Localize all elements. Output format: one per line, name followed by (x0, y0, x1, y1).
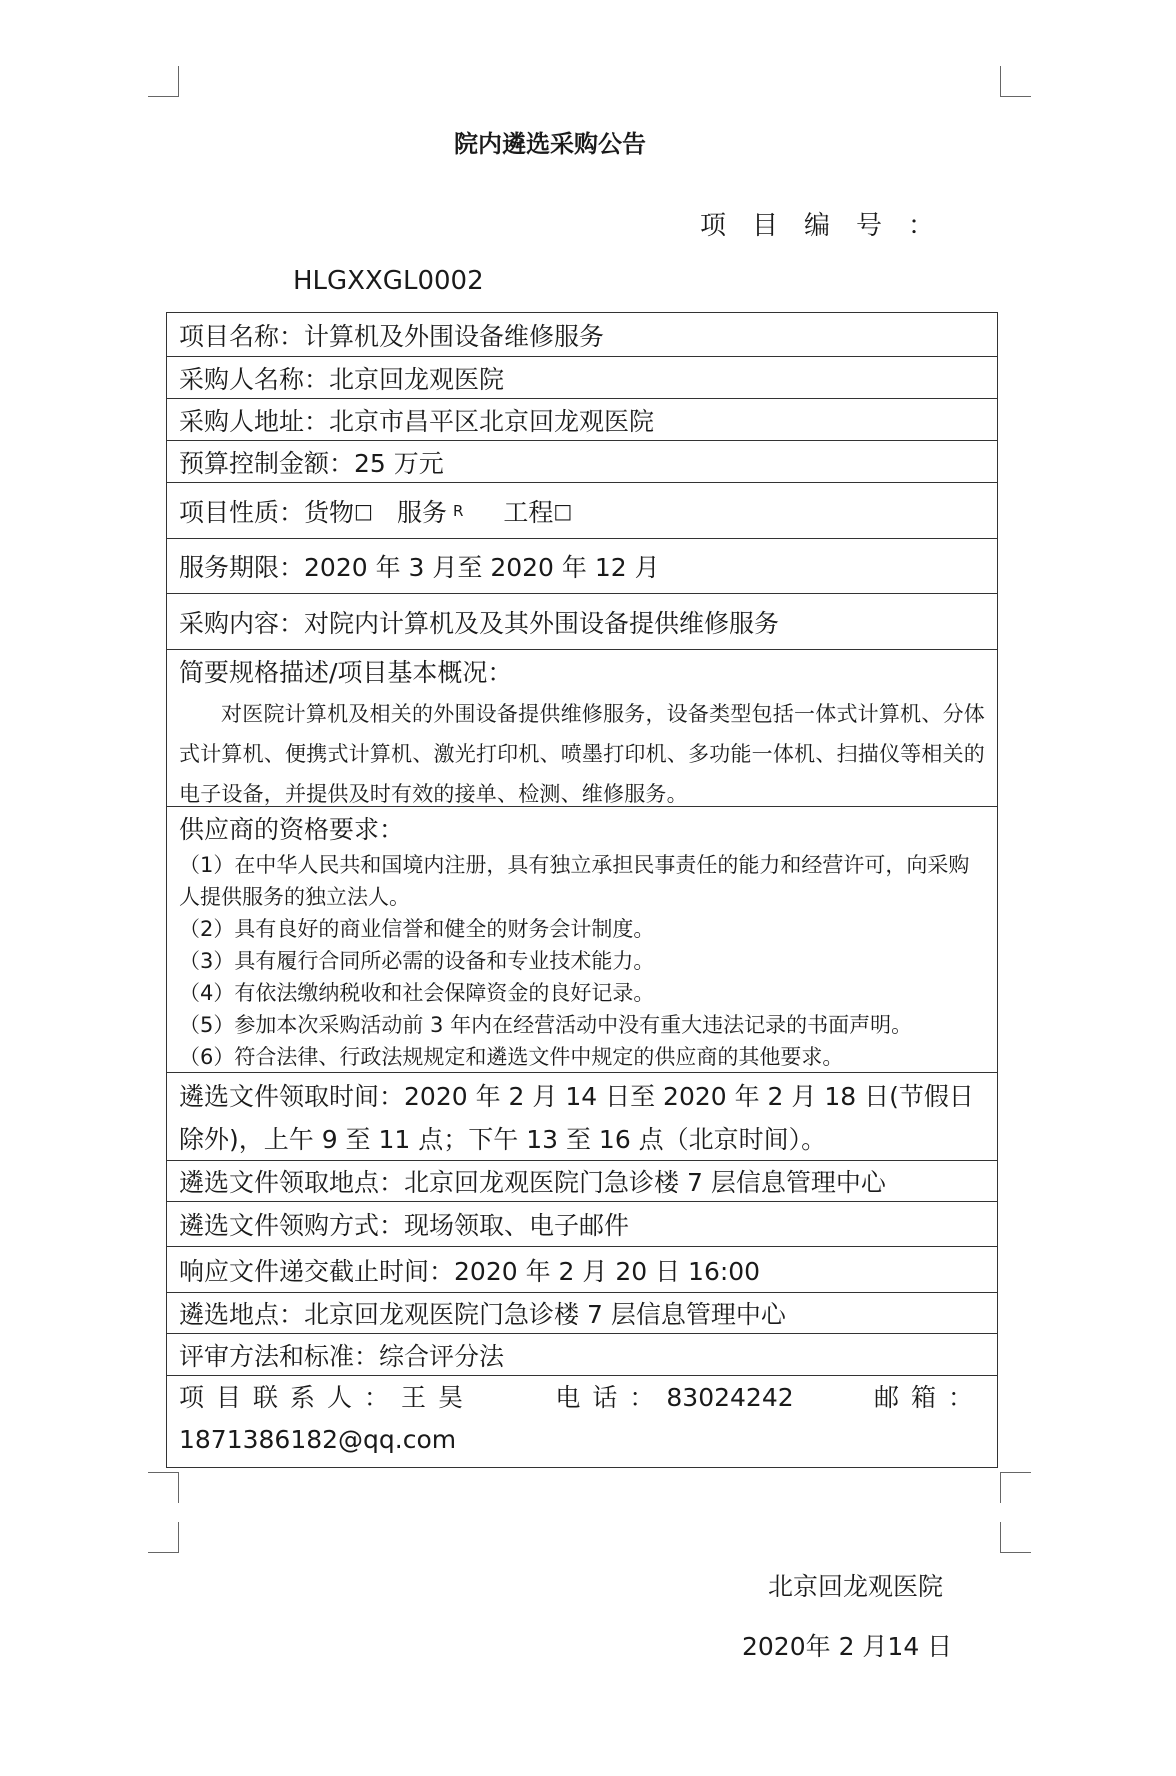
value: 现场领取、电子邮件 (404, 1211, 630, 1240)
label: 遴选文件领取时间： (179, 1082, 405, 1111)
spec-label: 简要规格描述/项目基本概况： (179, 658, 513, 687)
email-address: 1871386182@qq.com (179, 1425, 457, 1454)
value: 北京回龙观医院门急诊楼 7 层信息管理中心 (404, 1168, 886, 1197)
announcement-table (166, 312, 998, 1468)
contact-name: 王昊 (401, 1383, 476, 1412)
value: 北京回龙观医院门急诊楼 7 层信息管理中心 (304, 1300, 786, 1329)
row-spec (167, 650, 997, 807)
row-doc-method (167, 1202, 997, 1247)
sign-date: 2020年 2 月14 日 (742, 1632, 953, 1661)
project-number: HLGXXGL0002 (293, 266, 484, 296)
nature-service: 服务 (396, 497, 447, 527)
contact-label: 项目联系人： (179, 1383, 402, 1412)
value: 2020 年 2 月 20 日 16:00 (454, 1256, 761, 1286)
goods-checkbox: □ (354, 498, 373, 523)
crop-mark-bottom-right-lower (1000, 1522, 1031, 1553)
value: 2020 年 3 月至 2020 年 12 月 (304, 553, 660, 582)
contact-phone (555, 1378, 793, 1418)
label: 响应文件递交截止时间： (179, 1256, 455, 1286)
service-check-mark: R (452, 501, 464, 520)
project-number-label: 项目编号： (700, 211, 961, 241)
label: 遴选地点： (179, 1300, 305, 1329)
page-title: 院内遴选采购公告 (454, 130, 646, 158)
label: 遴选文件领取地点： (179, 1168, 405, 1197)
label: 遴选文件领购方式： (179, 1211, 405, 1240)
value: 北京回龙观医院 (329, 364, 505, 394)
nature-goods: 货物 (304, 497, 355, 527)
qualification-label: 供应商的资格要求： (179, 815, 405, 844)
works-checkbox: □ (553, 498, 573, 523)
qualification-item: （5）参加本次采购活动前 3 年内在经营活动中没有重大违法记录的书面声明。 (179, 1013, 913, 1037)
email-label: 邮箱： (873, 1383, 985, 1412)
label: 采购人名称： (179, 364, 330, 394)
qualification-item: （4）有依法缴纳税收和社会保障资金的良好记录。 (179, 981, 655, 1005)
qualification-item: （3）具有履行合同所必需的设备和专业技术能力。 (179, 949, 655, 973)
label: 采购内容： (179, 608, 305, 638)
contact-line (179, 1376, 985, 1418)
crop-mark-bottom-right-upper (1000, 1472, 1031, 1503)
value: 综合评分法 (379, 1341, 505, 1371)
nature-works: 工程 (503, 497, 554, 527)
spec-text: 对医院计算机及相关的外围设备提供维修服务，设备类型包括一体式计算机、分体式计算机、便携式计算机、激光打印机、喷墨打印机、多功能一体机、扫描仪等相关的电子设备，并提供及时有效的接单、检测、维修服务。 (179, 702, 985, 806)
row-content (167, 594, 997, 650)
contact-person (179, 1378, 475, 1418)
row-doc-time (167, 1073, 997, 1161)
row-service-period (167, 539, 997, 594)
qualification-item: （1）在中华人民共和国境内注册，具有独立承担民事责任的能力和经营许可，向采购人提供服务的独立法人。 (179, 853, 970, 909)
crop-mark-top-right (1000, 66, 1031, 97)
row-venue (167, 1293, 997, 1334)
crop-mark-top-left (148, 66, 179, 97)
row-budget (167, 441, 997, 483)
label: 采购人地址： (179, 406, 330, 436)
phone-number: 83024242 (666, 1383, 794, 1412)
signer: 北京回龙观医院 (768, 1572, 944, 1601)
row-doc-place (167, 1161, 997, 1202)
value: 计算机及外围设备维修服务 (304, 321, 605, 351)
value: 对院内计算机及及其外围设备提供维修服务 (304, 608, 780, 638)
row-project-name (167, 313, 997, 357)
crop-mark-bottom-left-lower (148, 1522, 179, 1553)
value: 25 万元 (354, 448, 444, 478)
label: 评审方法和标准： (179, 1341, 380, 1371)
label: 项目名称： (179, 321, 305, 351)
qualification-item: （6）符合法律、行政法规规定和遴选文件中规定的供应商的其他要求。 (179, 1045, 844, 1069)
doc-time-text (179, 1073, 985, 1161)
value: 北京市昌平区北京回龙观医院 (329, 406, 655, 436)
phone-label: 电话： (555, 1383, 667, 1412)
row-qualification (167, 807, 997, 1073)
label: 项目性质： (179, 497, 305, 527)
label: 预算控制金额： (179, 448, 355, 478)
label: 服务期限： (179, 553, 305, 582)
row-contact (167, 1376, 997, 1467)
row-evaluation (167, 1334, 997, 1376)
row-buyer-address (167, 399, 997, 441)
row-deadline (167, 1247, 997, 1293)
value: 2020 年 2 月 14 日至 2020 年 2 月 18 日(节假日除外)，上午 9 至 11 点；下午 13 至 16 点（北京时间）。 (179, 1082, 974, 1154)
crop-mark-bottom-left-upper (148, 1472, 179, 1503)
qualification-item: （2）具有良好的商业信誉和健全的财务会计制度。 (179, 917, 655, 941)
row-project-nature (167, 483, 997, 539)
row-buyer-name (167, 357, 997, 399)
